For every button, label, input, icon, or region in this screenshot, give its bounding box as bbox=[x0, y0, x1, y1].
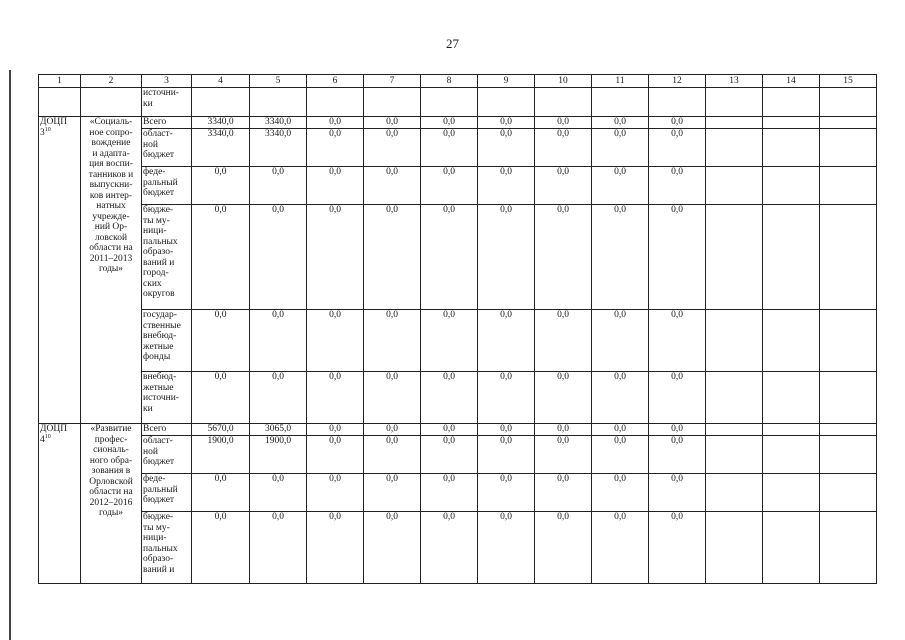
value-cell: 3340,0 bbox=[192, 117, 250, 129]
value-cell bbox=[706, 117, 763, 129]
value-cell: 0,0 bbox=[307, 474, 364, 512]
header-cell-11: 11 bbox=[592, 75, 649, 88]
table-row bbox=[39, 167, 877, 205]
value-cell bbox=[820, 167, 877, 205]
program-name: «Развитие профес- сиональ- ного обра- зования в Орловской области на 2012–2016 годы» bbox=[81, 424, 142, 584]
value-cell: 0,0 bbox=[649, 512, 706, 584]
value-cell bbox=[820, 372, 877, 424]
value-cell: 0,0 bbox=[478, 205, 535, 310]
value-cell: 0,0 bbox=[649, 436, 706, 474]
footnote-marker: 10 bbox=[44, 433, 51, 440]
header-cell-8: 8 bbox=[421, 75, 478, 88]
value-cell: 0,0 bbox=[649, 129, 706, 167]
value-cell bbox=[820, 424, 877, 436]
page-edge-rule bbox=[9, 70, 11, 640]
header-cell-2: 2 bbox=[81, 75, 142, 88]
value-cell: 3065,0 bbox=[250, 424, 307, 436]
value-cell: 0,0 bbox=[478, 424, 535, 436]
value-cell bbox=[706, 436, 763, 474]
value-cell: 0,0 bbox=[421, 205, 478, 310]
value-cell bbox=[820, 129, 877, 167]
value-cell: 0,0 bbox=[535, 512, 592, 584]
source-cell: источни- ки bbox=[142, 88, 192, 117]
value-cell bbox=[706, 88, 763, 117]
value-cell bbox=[820, 205, 877, 310]
value-cell: 0,0 bbox=[649, 205, 706, 310]
value-cell bbox=[192, 88, 250, 117]
value-cell: 0,0 bbox=[535, 117, 592, 129]
value-cell bbox=[706, 129, 763, 167]
value-cell: 0,0 bbox=[478, 512, 535, 584]
header-cell-3: 3 bbox=[142, 75, 192, 88]
value-cell: 0,0 bbox=[250, 167, 307, 205]
value-cell: 0,0 bbox=[192, 205, 250, 310]
header-cell-13: 13 bbox=[706, 75, 763, 88]
value-cell bbox=[763, 129, 820, 167]
value-cell: 0,0 bbox=[478, 167, 535, 205]
value-cell: 0,0 bbox=[307, 205, 364, 310]
value-cell bbox=[763, 474, 820, 512]
value-cell bbox=[763, 512, 820, 584]
value-cell bbox=[763, 88, 820, 117]
header-cell-10: 10 bbox=[535, 75, 592, 88]
value-cell: 1900,0 bbox=[250, 436, 307, 474]
value-cell: 3340,0 bbox=[250, 129, 307, 167]
value-cell: 0,0 bbox=[592, 205, 649, 310]
header-cell-7: 7 bbox=[364, 75, 421, 88]
value-cell bbox=[763, 310, 820, 372]
value-cell bbox=[763, 372, 820, 424]
value-cell: 0,0 bbox=[364, 512, 421, 584]
header-cell-6: 6 bbox=[307, 75, 364, 88]
value-cell bbox=[820, 512, 877, 584]
value-cell: 0,0 bbox=[364, 310, 421, 372]
value-cell: 0,0 bbox=[421, 474, 478, 512]
funding-source: бюдже- ты му- ници- пальных образо- ваний и bbox=[142, 512, 192, 584]
value-cell: 0,0 bbox=[592, 117, 649, 129]
value-cell bbox=[820, 88, 877, 117]
value-cell: 0,0 bbox=[535, 424, 592, 436]
code-cell bbox=[39, 88, 81, 117]
table-row bbox=[39, 310, 877, 372]
value-cell: 0,0 bbox=[307, 129, 364, 167]
table-row bbox=[39, 474, 877, 512]
value-cell: 0,0 bbox=[364, 129, 421, 167]
value-cell: 0,0 bbox=[478, 436, 535, 474]
funding-source: государ- ственные внебюд- жетные фонды bbox=[142, 310, 192, 372]
value-cell: 0,0 bbox=[250, 205, 307, 310]
value-cell: 3340,0 bbox=[192, 129, 250, 167]
value-cell: 0,0 bbox=[421, 310, 478, 372]
value-cell: 0,0 bbox=[592, 474, 649, 512]
value-cell: 0,0 bbox=[478, 372, 535, 424]
value-cell: 0,0 bbox=[478, 474, 535, 512]
value-cell: 0,0 bbox=[364, 167, 421, 205]
value-cell bbox=[706, 474, 763, 512]
value-cell bbox=[820, 474, 877, 512]
value-cell bbox=[706, 167, 763, 205]
value-cell bbox=[307, 88, 364, 117]
table-row bbox=[39, 205, 877, 310]
header-cell-12: 12 bbox=[649, 75, 706, 88]
header-cell-14: 14 bbox=[763, 75, 820, 88]
value-cell: 0,0 bbox=[649, 424, 706, 436]
funding-source: Всего bbox=[142, 424, 192, 436]
value-cell bbox=[706, 424, 763, 436]
table-row bbox=[39, 436, 877, 474]
value-cell: 0,0 bbox=[307, 424, 364, 436]
funding-source: област- ной бюджет bbox=[142, 436, 192, 474]
value-cell bbox=[763, 167, 820, 205]
value-cell: 0,0 bbox=[592, 129, 649, 167]
value-cell bbox=[763, 205, 820, 310]
header-cell-15: 15 bbox=[820, 75, 877, 88]
value-cell: 0,0 bbox=[364, 372, 421, 424]
value-cell bbox=[649, 88, 706, 117]
value-cell: 0,0 bbox=[421, 436, 478, 474]
value-cell: 0,0 bbox=[649, 474, 706, 512]
value-cell: 0,0 bbox=[364, 424, 421, 436]
header-row bbox=[39, 75, 877, 88]
value-cell bbox=[478, 88, 535, 117]
value-cell: 0,0 bbox=[364, 205, 421, 310]
value-cell: 0,0 bbox=[535, 436, 592, 474]
value-cell: 0,0 bbox=[535, 310, 592, 372]
value-cell: 0,0 bbox=[592, 512, 649, 584]
value-cell bbox=[820, 436, 877, 474]
carry-over-row bbox=[39, 88, 877, 117]
table-row bbox=[39, 117, 877, 129]
value-cell: 0,0 bbox=[307, 372, 364, 424]
value-cell bbox=[250, 88, 307, 117]
value-cell: 0,0 bbox=[364, 474, 421, 512]
value-cell: 0,0 bbox=[421, 372, 478, 424]
value-cell bbox=[592, 88, 649, 117]
value-cell: 0,0 bbox=[307, 167, 364, 205]
header-cell-9: 9 bbox=[478, 75, 535, 88]
budget-table bbox=[38, 74, 877, 584]
value-cell: 0,0 bbox=[250, 372, 307, 424]
value-cell: 0,0 bbox=[192, 167, 250, 205]
value-cell: 0,0 bbox=[250, 474, 307, 512]
value-cell: 0,0 bbox=[592, 372, 649, 424]
value-cell: 0,0 bbox=[250, 512, 307, 584]
value-cell: 0,0 bbox=[192, 512, 250, 584]
value-cell: 0,0 bbox=[307, 512, 364, 584]
value-cell: 0,0 bbox=[192, 372, 250, 424]
value-cell: 0,0 bbox=[421, 512, 478, 584]
program-code: ДОЦП $4^{10}$ bbox=[39, 424, 81, 584]
value-cell: 0,0 bbox=[535, 205, 592, 310]
funding-source: феде- ральный бюджет bbox=[142, 167, 192, 205]
funding-source: феде- ральный бюджет bbox=[142, 474, 192, 512]
value-cell: 0,0 bbox=[421, 167, 478, 205]
value-cell: 1900,0 bbox=[192, 436, 250, 474]
funding-source: област- ной бюджет bbox=[142, 129, 192, 167]
page-number: 27 bbox=[446, 36, 459, 51]
table-row bbox=[39, 424, 877, 436]
value-cell: 0,0 bbox=[421, 117, 478, 129]
value-cell bbox=[706, 372, 763, 424]
value-cell: 0,0 bbox=[478, 129, 535, 167]
value-cell: 0,0 bbox=[421, 424, 478, 436]
value-cell: 0,0 bbox=[307, 436, 364, 474]
table-row bbox=[39, 512, 877, 584]
name-cell bbox=[81, 88, 142, 117]
header-cell-1: 1 bbox=[39, 75, 81, 88]
value-cell: 0,0 bbox=[535, 167, 592, 205]
value-cell: 0,0 bbox=[535, 474, 592, 512]
value-cell: 3340,0 bbox=[250, 117, 307, 129]
value-cell bbox=[820, 310, 877, 372]
value-cell: 0,0 bbox=[478, 310, 535, 372]
value-cell: 0,0 bbox=[364, 117, 421, 129]
value-cell bbox=[364, 88, 421, 117]
footnote-marker: 10 bbox=[44, 126, 51, 133]
program-name: «Социаль- ное сопро- вождение и адапта- ция воспи- танников и выпускни- ков интер- натных учрежде- ний Ор- ловской области на 2011–2013 годы» bbox=[81, 117, 142, 424]
value-cell: 0,0 bbox=[535, 372, 592, 424]
value-cell bbox=[763, 117, 820, 129]
value-cell: 0,0 bbox=[592, 310, 649, 372]
value-cell bbox=[535, 88, 592, 117]
value-cell bbox=[706, 205, 763, 310]
funding-source: внебюд- жетные источни- ки bbox=[142, 372, 192, 424]
value-cell: 0,0 bbox=[592, 167, 649, 205]
value-cell: 5670,0 bbox=[192, 424, 250, 436]
header-cell-5: 5 bbox=[250, 75, 307, 88]
program-code: ДОЦП $3^{10}$ bbox=[39, 117, 81, 424]
table-row bbox=[39, 372, 877, 424]
value-cell: 0,0 bbox=[421, 129, 478, 167]
value-cell: 0,0 bbox=[478, 117, 535, 129]
funding-source: бюдже- ты му- ници- пальных образо- ваний и город- ских округов bbox=[142, 205, 192, 310]
value-cell: 0,0 bbox=[192, 310, 250, 372]
value-cell bbox=[706, 512, 763, 584]
value-cell: 0,0 bbox=[535, 129, 592, 167]
value-cell: 0,0 bbox=[649, 310, 706, 372]
value-cell: 0,0 bbox=[307, 310, 364, 372]
value-cell bbox=[763, 436, 820, 474]
value-cell: 0,0 bbox=[649, 372, 706, 424]
header-cell-4: 4 bbox=[192, 75, 250, 88]
value-cell: 0,0 bbox=[250, 310, 307, 372]
table-row bbox=[39, 129, 877, 167]
value-cell: 0,0 bbox=[592, 436, 649, 474]
value-cell bbox=[763, 424, 820, 436]
value-cell bbox=[421, 88, 478, 117]
value-cell: 0,0 bbox=[649, 117, 706, 129]
value-cell: 0,0 bbox=[364, 436, 421, 474]
value-cell bbox=[706, 310, 763, 372]
funding-source: Всего bbox=[142, 117, 192, 129]
value-cell: 0,0 bbox=[192, 474, 250, 512]
value-cell: 0,0 bbox=[592, 424, 649, 436]
value-cell bbox=[820, 117, 877, 129]
value-cell: 0,0 bbox=[649, 167, 706, 205]
value-cell: 0,0 bbox=[307, 117, 364, 129]
